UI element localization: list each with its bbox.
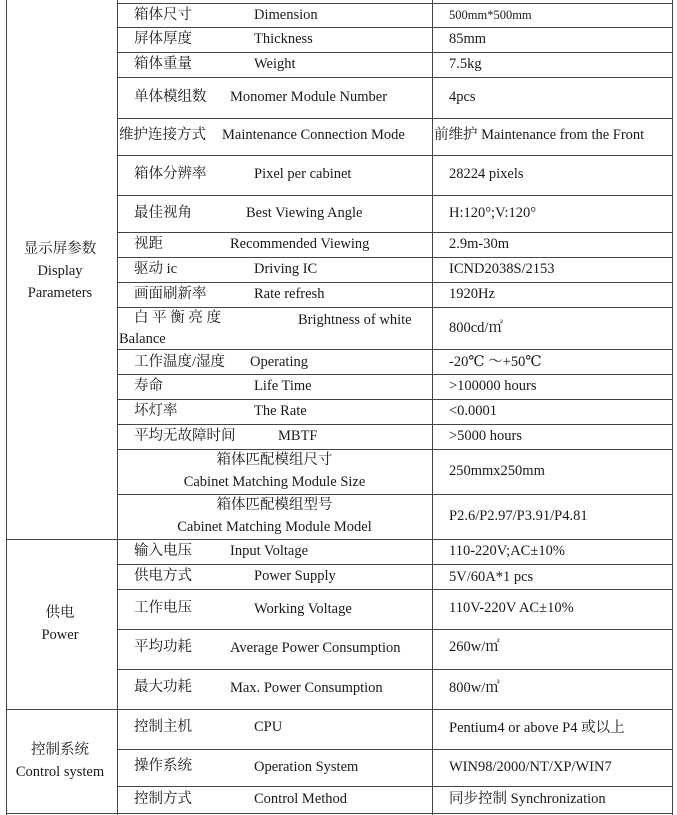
param-name-en: Operating (250, 354, 308, 370)
grid-hline (117, 77, 673, 78)
param-value: 250mmx250mm (449, 463, 545, 479)
grid-hline (6, 709, 673, 710)
grid-hline (117, 494, 673, 495)
grid-hline (117, 118, 673, 119)
param-name-en: Driving IC (254, 261, 318, 277)
param-name-zh: 平均无故障时间 (134, 428, 236, 444)
param-value: 28224 pixels (449, 166, 524, 182)
param-value: >100000 hours (449, 378, 537, 394)
param-name-en: Power Supply (254, 568, 336, 584)
grid-hline (6, 813, 673, 814)
param-name-en: Cabinet Matching Module Model (177, 519, 372, 535)
param-value: <0.0001 (449, 403, 498, 419)
param-value: 110-220V;AC±10% (449, 543, 565, 559)
param-name-en: Brightness of white (298, 312, 412, 328)
param-name-zh: 最佳视角 (134, 205, 192, 221)
param-value: 110V-220V AC±10% (449, 600, 574, 616)
param-name-en: Maintenance Connection Mode (222, 127, 405, 143)
grid-hline (117, 257, 673, 258)
param-name-en: Life Time (254, 378, 312, 394)
grid-hline (117, 155, 673, 156)
param-value: 800w/㎡ (449, 680, 500, 696)
param-name-zh: 工作电压 (134, 600, 192, 616)
param-value: 5V/60A*1 pcs (449, 569, 534, 585)
param-name-zh: 箱体重量 (134, 56, 192, 72)
param-name-en: Balance (119, 331, 166, 347)
param-name-en: Best Viewing Angle (246, 205, 363, 221)
param-name-en: Dimension (254, 7, 318, 23)
grid-hline (117, 749, 673, 750)
group-label-en: Parameters (27, 285, 93, 301)
group-label-control (6, 739, 114, 783)
param-value: 1920Hz (449, 286, 495, 302)
param-value: -20℃ ～+50℃ (449, 354, 542, 370)
param-name-en: Weight (254, 56, 296, 72)
param-name-zh: 画面刷新率 (134, 286, 207, 302)
param-name-zh: 箱体匹配模组尺寸 (216, 452, 333, 468)
grid-hline (117, 232, 673, 233)
param-name-en: Monomer Module Number (230, 89, 388, 105)
grid-hline (117, 3, 673, 4)
param-value: 500mm*500mm (449, 8, 532, 22)
grid-hline (117, 669, 673, 670)
param-name-zh: 视距 (134, 236, 163, 252)
param-value: WIN98/2000/NT/XP/WIN7 (449, 759, 612, 775)
group-label-en: Power (41, 627, 79, 643)
param-value: P2.6/P2.97/P3.91/P4.81 (449, 508, 588, 524)
param-name-en: Operation System (254, 759, 359, 775)
param-value: 260w/㎡ (449, 639, 500, 655)
param-value: 同步控制 Synchronization (449, 791, 606, 807)
grid-vline-left (6, 0, 7, 815)
grid-hline (117, 52, 673, 53)
param-name-zh: 维护连接方式 (119, 127, 206, 143)
param-name-zh: 工作温度/湿度 (134, 354, 226, 370)
grid-hline (117, 282, 673, 283)
param-name-zh: 控制方式 (134, 791, 192, 807)
group-label-zh: 显示屏参数 (23, 241, 97, 257)
param-name-zh: 白 平 衡 亮 度 (134, 310, 221, 326)
param-name-en: Rate refresh (254, 286, 325, 302)
param-name-zh: 驱动 ic (134, 261, 178, 277)
param-name-zh: 操作系统 (134, 758, 192, 774)
grid-hline (117, 27, 673, 28)
param-value: 7.5kg (449, 56, 482, 72)
group-label-en: Control system (15, 764, 105, 780)
grid-hline (117, 564, 673, 565)
param-name-en: Max. Power Consumption (230, 680, 383, 696)
param-value: H:120°;V:120° (449, 205, 537, 221)
param-name-en: Cabinet Matching Module Size (183, 474, 366, 490)
grid-hline (117, 195, 673, 196)
group-label-zh: 供电 (45, 605, 75, 621)
param-name-en: Thickness (254, 31, 313, 47)
param-value: 4pcs (449, 89, 476, 105)
param-name-zh: 寿命 (134, 378, 163, 394)
group-label-en: Display (37, 263, 83, 279)
group-label-zh: 控制系统 (31, 742, 89, 758)
grid-hline (117, 374, 673, 375)
param-name-en: Control Method (254, 791, 348, 807)
grid-vline-group (117, 0, 118, 815)
param-name-zh: 输入电压 (134, 543, 192, 559)
grid-vline-value (432, 0, 433, 815)
group-label-power (6, 602, 114, 646)
grid-hline (117, 449, 673, 450)
param-name-en: Pixel per cabinet (254, 166, 352, 182)
group-label-display (6, 238, 114, 304)
param-name-en: CPU (254, 719, 283, 735)
param-name-zh: 屏体厚度 (134, 31, 192, 47)
param-name-zh: 箱体尺寸 (134, 7, 192, 23)
param-name-en: The Rate (254, 403, 307, 419)
grid-hline (6, 539, 673, 540)
grid-hline (117, 307, 673, 308)
param-name-zh: 最大功耗 (134, 679, 192, 695)
param-name-en: Input Voltage (230, 543, 309, 559)
param-value: 2.9m-30m (449, 236, 510, 252)
param-value: >5000 hours (449, 428, 523, 444)
grid-hline (117, 629, 673, 630)
grid-hline (117, 786, 673, 787)
param-value: Pentium4 or above P4 或以上 (449, 720, 625, 736)
grid-hline (117, 424, 673, 425)
param-name-zh: 平均功耗 (134, 639, 192, 655)
param-name-en: MBTF (278, 428, 318, 444)
param-value: 85mm (449, 31, 487, 47)
grid-vline-right (672, 0, 673, 815)
param-name-zh: 坏灯率 (134, 403, 178, 419)
param-name-en: Average Power Consumption (230, 640, 401, 656)
param-name-zh: 箱体分辨率 (134, 166, 207, 182)
param-value: 前维护 Maintenance from the Front (434, 127, 645, 143)
param-name-en: Recommended Viewing (230, 236, 370, 252)
param-name-zh: 单体模组数 (134, 89, 207, 105)
grid-hline (117, 399, 673, 400)
grid-hline (117, 589, 673, 590)
grid-hline (117, 349, 673, 350)
param-value: 800cd/㎡ (449, 320, 503, 336)
param-name-zh: 供电方式 (134, 568, 192, 584)
param-name-en: Working Voltage (254, 601, 352, 617)
param-name-zh: 箱体匹配模组型号 (216, 497, 333, 513)
param-value: ICND2038S/2153 (449, 261, 555, 277)
param-name-zh: 控制主机 (134, 719, 192, 735)
